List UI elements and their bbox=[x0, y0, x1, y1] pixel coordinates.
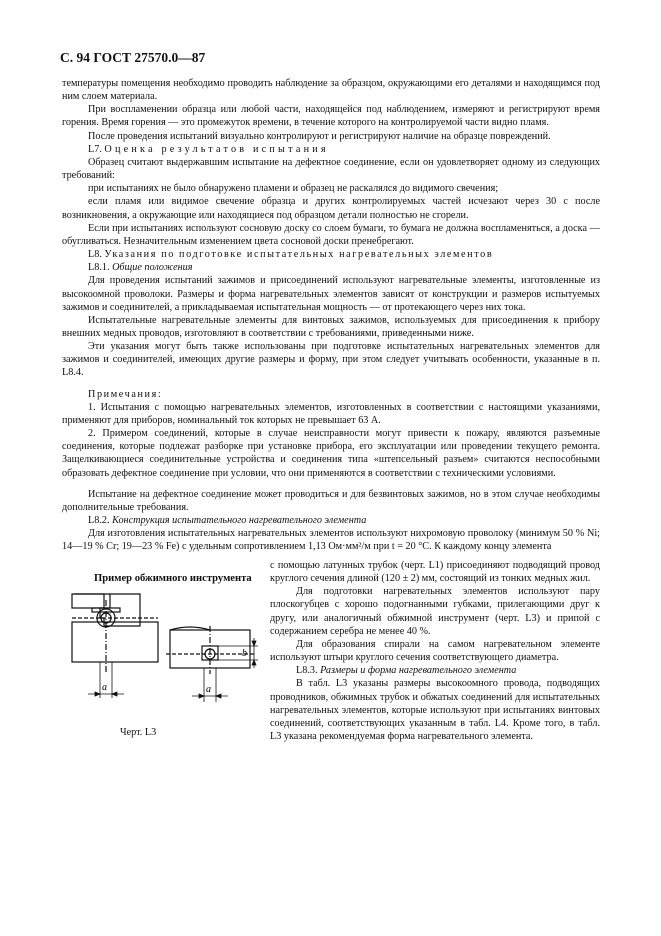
paragraph: Для образования спирали на самом нагревательном элементе используют штыри круглого сечения соответствующего диаметра. bbox=[270, 638, 600, 664]
crimping-tool-drawing bbox=[62, 590, 262, 712]
paragraph: температуры помещения необходимо проводить наблюдение за образцом, окружающими его деталями и находящимся под ним слоем материала. bbox=[62, 78, 600, 103]
subsection-heading-l82 bbox=[62, 514, 600, 527]
subsection-heading-l81 bbox=[62, 261, 600, 274]
section-title: Конструкция испытательного нагревательного элемента bbox=[112, 515, 367, 526]
section-number: L8.3. bbox=[296, 665, 318, 677]
paragraph: Испытание на дефектное соединение может проводиться и для безвинтовых зажимов, но в этом случае необходимы дополнительные требования. bbox=[62, 488, 600, 513]
figure-caption: Пример обжимного инструмента bbox=[94, 573, 252, 584]
tool-left bbox=[72, 594, 158, 674]
paragraph: Для подготовки нагревательных элементов используют пару плоскогубцев с хорошо подогнанными губками, прилегающими друг к другу, или аналогичный обжимной инструмент (черт. L3) и припой с содержанием серебра не менее 40 %. bbox=[270, 586, 600, 637]
section-number: L8.1. bbox=[88, 262, 110, 274]
paragraph: с помощью латунных трубок (черт. L1) присоединяют подводящий провод круглого сечения длиной (120 ± 2) мм, состоящий из тонких медных жил. bbox=[270, 560, 600, 585]
paragraph: Образец считают выдержавшим испытание на дефектное соединение, если он удовлетворяет одному из следующих требований: bbox=[62, 156, 600, 182]
section-title: Размеры и форма нагревательного элемента bbox=[320, 665, 517, 677]
paragraph: После проведения испытаний визуально контролируют и регистрируют наличие на образце повреждений. bbox=[88, 130, 551, 142]
dim-label-a: a bbox=[206, 684, 211, 695]
tool-right bbox=[166, 626, 254, 674]
section-title: Указания по подготовке испытательных нагревательных элементов bbox=[104, 249, 494, 261]
paragraph: В табл. L3 указаны размеры высокоомного провода, подводящих проводников, обжимных трубок и обжатых соединений для испытательных нагревательных элементов, которые используют при испытаниях винтовых соединений, соответствующих указанным в табл. L4. Кроме того, в табл. L3 указана рекомендуемая форма нагревательного элемента. bbox=[270, 678, 600, 743]
section-title: Общие положения bbox=[112, 262, 193, 274]
section-heading-l8 bbox=[62, 248, 600, 261]
page-header: С. 94 ГОСТ 27570.0—87 bbox=[60, 50, 206, 65]
dim-label-b: b bbox=[242, 648, 247, 659]
section-title: Оценка результатов испытания bbox=[104, 143, 329, 155]
section-number: L7. bbox=[88, 143, 102, 155]
paragraph: при испытаниях не было обнаружено пламени и образец не раскалялся до видимого свечения; bbox=[88, 183, 499, 195]
right-column-text bbox=[270, 559, 600, 743]
paragraph: При воспламенении образца или любой части, находящейся под наблюдением, измеряют и регистрируют время горения. Время горения — это промежуток времени, в течение которого на контролируемой части видно пламя. bbox=[62, 104, 600, 129]
note: 1. Испытания с помощью нагревательных элементов, изготовленных в соответствии с настоящими указаниями, применяют для приборов, номинальный ток которых не превышает 63 А. bbox=[62, 401, 600, 426]
section-heading-l7 bbox=[62, 143, 600, 156]
paragraph: Если при испытаниях используют сосновую доску со слоем бумаги, то бумага не должна воспламеняться, а доска — обугливаться. Незначительным изменением цвета сосновой доски пренебрегают. bbox=[62, 222, 600, 247]
section-number: L8. bbox=[88, 249, 102, 261]
section-number: L8.2. bbox=[88, 515, 110, 526]
paragraph: Для изготовления испытательных нагревательных элементов используют нихромовую проволоку (минимум 50 % Ni; 14—19 % Cr; 19—23 % Fe) с удельным сопротивлением 1,13 Ом·мм²/м при t = 20 °C. К каждому концу элемента bbox=[62, 528, 600, 553]
notes-title: Примечания: bbox=[88, 388, 163, 400]
dimension-b bbox=[218, 638, 258, 668]
dim-label-a: a bbox=[102, 682, 107, 693]
note: 2. Примером соединений, которые в случае неисправности могут привести к пожару, являются разъемные соединения, которые подлежат разборке при установке прибора, его эксплуатации или проведении текущего ремонта. Защелкивающиеся соединительные устройства и соединения типа «штепсельный разъем» считаются неспособными образовать дефектное соединение при условии, что они применяются в соответствии с техническими условиями. bbox=[62, 428, 600, 479]
paragraph: Для проведения испытаний зажимов и присоединений используют нагревательные элементы, изготовленные из высокоомной проволоки. Размеры и форма нагревательных элементов зависят от конструкции и размеров испытуемых зажимов и соединителей, а прикладываемая испытательная мощность — от протекающего через них тока. bbox=[62, 275, 600, 313]
subsection-heading-l83 bbox=[270, 664, 600, 677]
main-text-block bbox=[62, 77, 600, 553]
paragraph: Эти указания могут быть также использованы при подготовке испытательных нагревательных элементов для зажимов и соединителей, имеющих другие размеры и форму, при этом следует учитывать особенности, указанные в п. L8.4. bbox=[62, 341, 600, 379]
paragraph: если пламя или видимое свечение образца и других контролируемых частей исчезают через 30 с после возникновения, а окружающие или находящиеся под образцом детали полностью не сгорели. bbox=[62, 196, 600, 221]
paragraph: Испытательные нагревательные элементы для винтовых зажимов, используемых для присоединения к прибору внешних медных проводов, изготовляют в соответствии с требованиями, приведенными ниже. bbox=[62, 314, 600, 339]
figure-label: Черт. L3 bbox=[120, 727, 157, 738]
